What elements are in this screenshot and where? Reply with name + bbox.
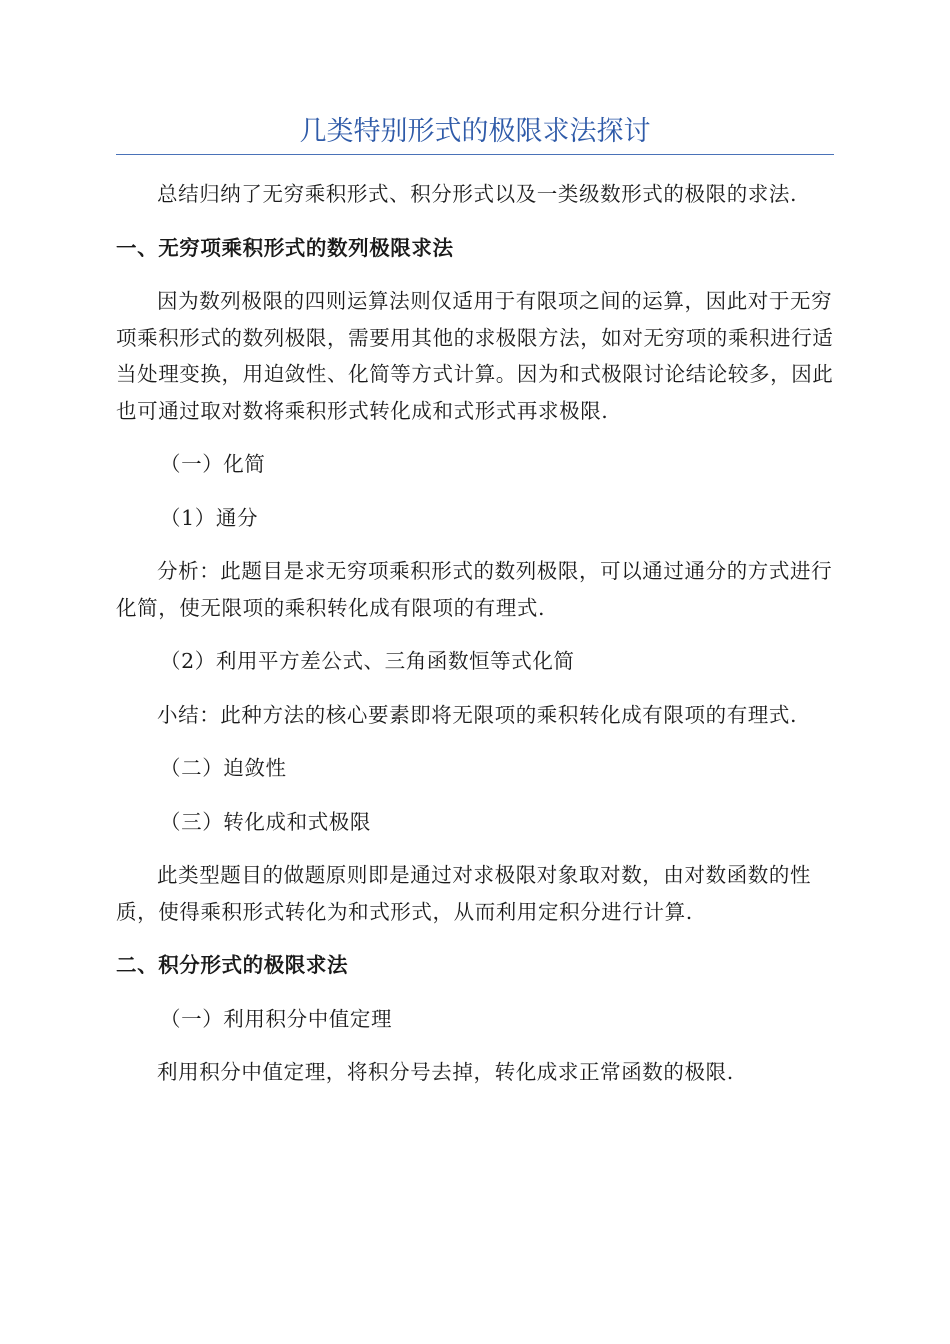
section-1-heading: 一、无穷项乘积形式的数列极限求法 <box>116 235 454 260</box>
summary-paragraph: 小结：此种方法的核心要素即将无限项的乘积转化成有限项的有理式. <box>157 702 798 727</box>
subsection-mean-value: （一）利用积分中值定理 <box>160 1006 393 1031</box>
document-body <box>116 176 834 1091</box>
title-underline <box>116 154 834 155</box>
intro-paragraph: 总结归纳了无穷乘积形式、积分形式以及一类级数形式的极限的求法. <box>157 182 798 206</box>
page-title: 几类特别形式的极限求法探讨 <box>299 116 651 147</box>
subsection-squeeze: （二）迫敛性 <box>160 756 287 780</box>
section-1-paragraph: 因为数列极限的四则运算法则仅适用于有限项之间的运算，因此对于无穷项乘积形式的数列极限，需要用其他的求极限方法，如对无穷项的乘积进行适当处理变换，用迫敛性、化简等方式计算。因为和式极限讨论结论较多，因此也可通过取对数将乘积形式转化成和式形式再求极限. <box>116 289 834 423</box>
section-2-heading: 二、积分形式的极限求法 <box>116 953 349 977</box>
subsection-common-denominator: （1）通分 <box>160 505 259 530</box>
analysis-paragraph: 分析：此题目是求无穷项乘积形式的数列极限，可以通过通分的方式进行化简，使无限项的乘积转化成有限项的有理式. <box>116 559 833 620</box>
subsection-simplify: （一）化简 <box>160 452 266 476</box>
subsection-sum-limit: （三）转化成和式极限 <box>160 809 371 834</box>
mean-value-paragraph: 利用积分中值定理，将积分号去掉，转化成求正常函数的极限. <box>157 1060 734 1084</box>
sum-limit-paragraph: 此类型题目的做题原则即是通过对求极限对象取对数，由对数函数的性质，使得乘积形式转化为和式形式，从而利用定积分进行计算. <box>116 863 812 924</box>
subsection-identities: （2）利用平方差公式、三角函数恒等式化简 <box>160 649 575 673</box>
